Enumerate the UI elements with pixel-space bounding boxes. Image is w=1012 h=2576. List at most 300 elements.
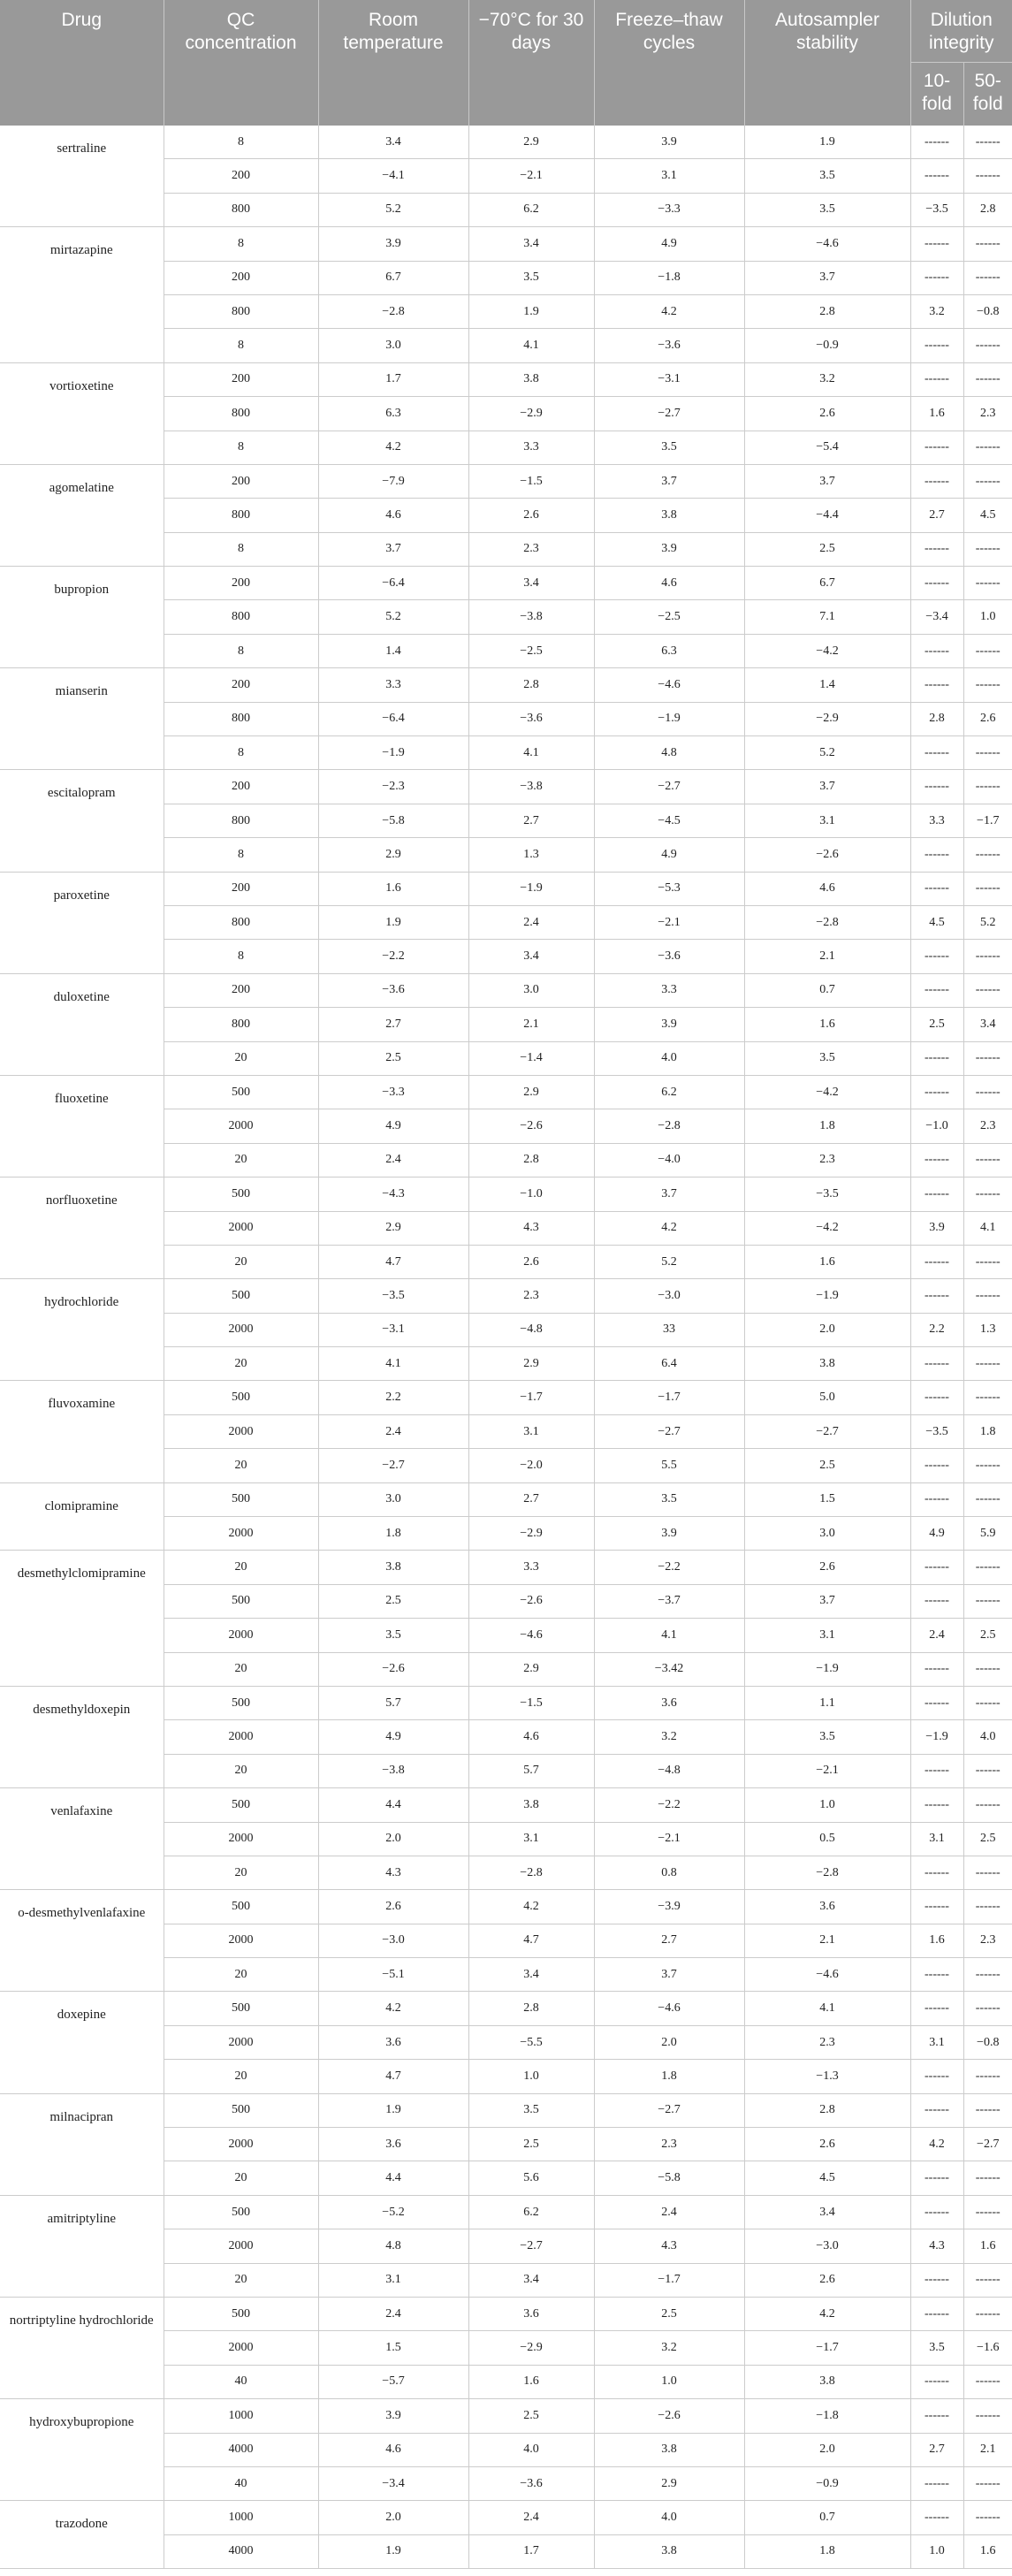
cell-autosampler: 5.2 xyxy=(744,736,910,770)
cell-autosampler: 6.7 xyxy=(744,567,910,600)
drug-name-cell: agomelatine xyxy=(0,464,164,566)
cell-dilution-50-fold: 2.3 xyxy=(963,397,1012,431)
cell-freeze-thaw: 3.5 xyxy=(594,431,744,464)
drug-name-cell: hydrochloride xyxy=(0,1279,164,1381)
cell-autosampler: −4.2 xyxy=(744,1211,910,1245)
cell-dilution-50-fold: 5.9 xyxy=(963,1517,1012,1551)
cell-autosampler: 2.3 xyxy=(744,1143,910,1177)
cell-dilution-10-fold: ------ xyxy=(910,1652,963,1686)
cell-dilution-10-fold: 1.6 xyxy=(910,397,963,431)
cell-freeze-thaw: −2.7 xyxy=(594,397,744,431)
cell-dilution-50-fold: ------ xyxy=(963,2263,1012,2297)
cell-room-temperature: −3.4 xyxy=(318,2466,468,2500)
cell-qc-concentration: 2000 xyxy=(164,2025,318,2059)
cell-dilution-10-fold: ------ xyxy=(910,973,963,1007)
cell-dilution-50-fold: ------ xyxy=(963,1143,1012,1177)
cell-qc-concentration: 200 xyxy=(164,770,318,804)
cell-autosampler: 1.8 xyxy=(744,1109,910,1143)
cell-freeze-thaw: 0.8 xyxy=(594,1856,744,1889)
cell-freeze-thaw: −2.7 xyxy=(594,2093,744,2127)
cell-autosampler: 2.3 xyxy=(744,2025,910,2059)
cell-autosampler: 4.2 xyxy=(744,2298,910,2331)
cell-dilution-10-fold: ------ xyxy=(910,431,963,464)
cell-room-temperature: 4.3 xyxy=(318,1856,468,1889)
cell-room-temperature: 4.6 xyxy=(318,499,468,532)
cell-minus70: 4.6 xyxy=(468,1720,594,1754)
cell-room-temperature: 1.9 xyxy=(318,2534,468,2568)
cell-room-temperature: −2.8 xyxy=(318,294,468,328)
cell-autosampler: 1.1 xyxy=(744,1686,910,1719)
cell-minus70: 2.9 xyxy=(468,1075,594,1109)
cell-dilution-10-fold: ------ xyxy=(910,736,963,770)
cell-autosampler: 4.5 xyxy=(744,2161,910,2195)
table-row xyxy=(0,1279,1012,1313)
cell-minus70: 6.2 xyxy=(468,193,594,226)
cell-autosampler: 7.1 xyxy=(744,600,910,634)
cell-qc-concentration: 20 xyxy=(164,2060,318,2093)
drug-name-cell: norfluoxetine xyxy=(0,1177,164,1279)
cell-room-temperature: 6.7 xyxy=(318,261,468,294)
cell-dilution-10-fold: ------ xyxy=(910,1788,963,1822)
cell-dilution-10-fold: 2.7 xyxy=(910,499,963,532)
header-autosampler: Autosampler stability xyxy=(744,0,910,126)
cell-autosampler: 1.9 xyxy=(744,126,910,159)
cell-room-temperature: 1.9 xyxy=(318,2093,468,2127)
cell-room-temperature: −3.6 xyxy=(318,973,468,1007)
cell-room-temperature: −2.7 xyxy=(318,1449,468,1482)
cell-dilution-10-fold: 2.8 xyxy=(910,702,963,735)
table-row xyxy=(0,2298,1012,2331)
drug-name-cell: clomipramine xyxy=(0,1482,164,1551)
cell-autosampler: −4.4 xyxy=(744,499,910,532)
cell-dilution-50-fold: −1.7 xyxy=(963,804,1012,837)
cell-freeze-thaw: 5.5 xyxy=(594,1449,744,1482)
cell-dilution-50-fold: ------ xyxy=(963,770,1012,804)
cell-minus70: 1.9 xyxy=(468,294,594,328)
table-row xyxy=(0,1177,1012,1211)
cell-freeze-thaw: −1.9 xyxy=(594,702,744,735)
cell-dilution-50-fold: ------ xyxy=(963,668,1012,702)
cell-dilution-10-fold: ------ xyxy=(910,362,963,396)
cell-autosampler: 3.1 xyxy=(744,1619,910,1652)
cell-minus70: 2.9 xyxy=(468,126,594,159)
cell-minus70: −3.6 xyxy=(468,2466,594,2500)
header-drug: Drug xyxy=(0,0,164,126)
cell-room-temperature: 6.3 xyxy=(318,397,468,431)
drug-name-cell: venlafaxine xyxy=(0,1788,164,1890)
cell-qc-concentration: 2000 xyxy=(164,1414,318,1448)
table-row xyxy=(0,2195,1012,2229)
cell-autosampler: −2.8 xyxy=(744,1856,910,1889)
cell-dilution-10-fold: ------ xyxy=(910,668,963,702)
cell-dilution-10-fold: ------ xyxy=(910,2195,963,2229)
cell-room-temperature: 2.7 xyxy=(318,1008,468,1041)
cell-qc-concentration: 2000 xyxy=(164,1619,318,1652)
cell-room-temperature: 1.8 xyxy=(318,1517,468,1551)
cell-autosampler: −2.6 xyxy=(744,838,910,872)
cell-dilution-50-fold: −1.6 xyxy=(963,2331,1012,2365)
cell-autosampler: 1.4 xyxy=(744,668,910,702)
cell-room-temperature: −3.1 xyxy=(318,1313,468,1346)
cell-dilution-50-fold: 4.5 xyxy=(963,499,1012,532)
cell-minus70: 2.3 xyxy=(468,532,594,566)
cell-minus70: 2.8 xyxy=(468,668,594,702)
cell-autosampler: 5.0 xyxy=(744,1381,910,1414)
cell-minus70: −2.9 xyxy=(468,2331,594,2365)
cell-dilution-10-fold: −1.9 xyxy=(910,1720,963,1754)
cell-freeze-thaw: −2.2 xyxy=(594,1788,744,1822)
cell-qc-concentration: 500 xyxy=(164,1890,318,1924)
cell-dilution-10-fold: ------ xyxy=(910,1075,963,1109)
cell-room-temperature: 2.9 xyxy=(318,838,468,872)
cell-room-temperature: 2.2 xyxy=(318,1381,468,1414)
cell-dilution-10-fold: ------ xyxy=(910,261,963,294)
cell-dilution-50-fold: 2.6 xyxy=(963,702,1012,735)
cell-dilution-50-fold: ------ xyxy=(963,261,1012,294)
cell-minus70: −2.1 xyxy=(468,159,594,193)
cell-qc-concentration: 8 xyxy=(164,431,318,464)
cell-minus70: 2.9 xyxy=(468,1347,594,1381)
drug-name-cell: nortriptyline hydrochloride xyxy=(0,2298,164,2399)
cell-autosampler: 3.8 xyxy=(744,1347,910,1381)
cell-autosampler: 2.6 xyxy=(744,397,910,431)
cell-qc-concentration: 20 xyxy=(164,1245,318,1278)
cell-dilution-10-fold: 4.9 xyxy=(910,1517,963,1551)
cell-qc-concentration: 200 xyxy=(164,362,318,396)
cell-freeze-thaw: 6.4 xyxy=(594,1347,744,1381)
cell-room-temperature: 1.4 xyxy=(318,634,468,667)
cell-autosampler: 1.0 xyxy=(744,1788,910,1822)
cell-dilution-10-fold: ------ xyxy=(910,1143,963,1177)
drug-name-cell: amitriptyline xyxy=(0,2195,164,2297)
cell-minus70: 3.4 xyxy=(468,1958,594,1992)
cell-freeze-thaw: −2.7 xyxy=(594,770,744,804)
cell-dilution-50-fold: ------ xyxy=(963,431,1012,464)
cell-room-temperature: 4.4 xyxy=(318,2161,468,2195)
cell-freeze-thaw: 3.8 xyxy=(594,499,744,532)
cell-dilution-50-fold: ------ xyxy=(963,634,1012,667)
cell-dilution-50-fold: ------ xyxy=(963,1449,1012,1482)
cell-qc-concentration: 800 xyxy=(164,193,318,226)
cell-dilution-10-fold: ------ xyxy=(910,2093,963,2127)
cell-freeze-thaw: 4.0 xyxy=(594,1041,744,1075)
cell-qc-concentration: 500 xyxy=(164,2195,318,2229)
cell-dilution-10-fold: 2.7 xyxy=(910,2433,963,2466)
cell-qc-concentration: 20 xyxy=(164,1041,318,1075)
cell-minus70: 3.5 xyxy=(468,2093,594,2127)
cell-freeze-thaw: 4.6 xyxy=(594,567,744,600)
cell-qc-concentration: 1000 xyxy=(164,2399,318,2433)
cell-room-temperature: 1.7 xyxy=(318,362,468,396)
cell-dilution-10-fold: ------ xyxy=(910,2298,963,2331)
drug-name-cell: o-desmethylvenlafaxine xyxy=(0,1890,164,1992)
cell-qc-concentration: 200 xyxy=(164,261,318,294)
cell-freeze-thaw: −2.5 xyxy=(594,600,744,634)
drug-name-cell: sertraline xyxy=(0,126,164,227)
cell-room-temperature: 3.9 xyxy=(318,2399,468,2433)
cell-dilution-10-fold: ------ xyxy=(910,1177,963,1211)
cell-autosampler: 0.7 xyxy=(744,973,910,1007)
cell-dilution-50-fold: ------ xyxy=(963,1652,1012,1686)
cell-qc-concentration: 500 xyxy=(164,1686,318,1719)
cell-dilution-10-fold: 4.5 xyxy=(910,905,963,939)
cell-autosampler: 2.8 xyxy=(744,294,910,328)
cell-minus70: −1.5 xyxy=(468,464,594,498)
cell-freeze-thaw: 5.2 xyxy=(594,1245,744,1278)
cell-freeze-thaw: −4.0 xyxy=(594,1143,744,1177)
cell-freeze-thaw: −4.6 xyxy=(594,668,744,702)
cell-freeze-thaw: −2.7 xyxy=(594,1414,744,1448)
header-10-fold: 10-fold xyxy=(910,63,963,126)
cell-freeze-thaw: 4.2 xyxy=(594,294,744,328)
cell-dilution-10-fold: ------ xyxy=(910,1245,963,1278)
cell-freeze-thaw: 3.3 xyxy=(594,973,744,1007)
cell-autosampler: 0.7 xyxy=(744,2501,910,2534)
cell-dilution-50-fold: 2.1 xyxy=(963,2433,1012,2466)
cell-minus70: 4.0 xyxy=(468,2433,594,2466)
cell-dilution-50-fold: ------ xyxy=(963,2161,1012,2195)
cell-qc-concentration: 20 xyxy=(164,2161,318,2195)
cell-dilution-10-fold: ------ xyxy=(910,1482,963,1516)
cell-dilution-50-fold: ------ xyxy=(963,1958,1012,1992)
cell-room-temperature: 2.9 xyxy=(318,1211,468,1245)
cell-freeze-thaw: 6.2 xyxy=(594,1075,744,1109)
cell-qc-concentration: 20 xyxy=(164,1958,318,1992)
cell-freeze-thaw: 4.3 xyxy=(594,2229,744,2263)
cell-qc-concentration: 40 xyxy=(164,2466,318,2500)
cell-dilution-50-fold: ------ xyxy=(963,1177,1012,1211)
cell-minus70: 5.6 xyxy=(468,2161,594,2195)
cell-qc-concentration: 500 xyxy=(164,1279,318,1313)
cell-freeze-thaw: 4.1 xyxy=(594,1619,744,1652)
cell-dilution-50-fold: ------ xyxy=(963,532,1012,566)
cell-dilution-50-fold: 2.3 xyxy=(963,1109,1012,1143)
cell-minus70: 2.7 xyxy=(468,1482,594,1516)
cell-autosampler: −2.7 xyxy=(744,1414,910,1448)
cell-minus70: −1.5 xyxy=(468,1686,594,1719)
cell-room-temperature: 1.6 xyxy=(318,872,468,905)
cell-minus70: 1.6 xyxy=(468,2365,594,2398)
cell-freeze-thaw: −1.8 xyxy=(594,261,744,294)
cell-autosampler: 2.0 xyxy=(744,1313,910,1346)
table-row xyxy=(0,1381,1012,1414)
cell-room-temperature: 2.6 xyxy=(318,1890,468,1924)
cell-qc-concentration: 500 xyxy=(164,1177,318,1211)
cell-room-temperature: 3.6 xyxy=(318,2128,468,2161)
cell-dilution-50-fold: ------ xyxy=(963,973,1012,1007)
cell-minus70: −4.6 xyxy=(468,1619,594,1652)
cell-dilution-50-fold: 1.8 xyxy=(963,1414,1012,1448)
cell-minus70: −3.8 xyxy=(468,600,594,634)
cell-room-temperature: 2.4 xyxy=(318,2298,468,2331)
cell-freeze-thaw: −3.0 xyxy=(594,1279,744,1313)
cell-freeze-thaw: 4.9 xyxy=(594,227,744,261)
cell-room-temperature: 2.0 xyxy=(318,2501,468,2534)
cell-autosampler: −1.7 xyxy=(744,2331,910,2365)
cell-minus70: 3.5 xyxy=(468,261,594,294)
cell-room-temperature: 4.9 xyxy=(318,1720,468,1754)
cell-room-temperature: −6.4 xyxy=(318,567,468,600)
cell-dilution-10-fold: 3.3 xyxy=(910,804,963,837)
cell-freeze-thaw: −1.7 xyxy=(594,2263,744,2297)
cell-room-temperature: 4.1 xyxy=(318,1347,468,1381)
cell-room-temperature: 5.2 xyxy=(318,193,468,226)
cell-freeze-thaw: 2.3 xyxy=(594,2128,744,2161)
cell-autosampler: −2.9 xyxy=(744,702,910,735)
table-row xyxy=(0,872,1012,905)
cell-dilution-50-fold: ------ xyxy=(963,1584,1012,1618)
cell-room-temperature: 2.5 xyxy=(318,1584,468,1618)
cell-minus70: 2.5 xyxy=(468,2399,594,2433)
table-row xyxy=(0,362,1012,396)
cell-dilution-50-fold: 1.6 xyxy=(963,2534,1012,2568)
cell-minus70: 3.3 xyxy=(468,1551,594,1584)
cell-room-temperature: −4.1 xyxy=(318,159,468,193)
cell-dilution-50-fold: ------ xyxy=(963,362,1012,396)
cell-dilution-50-fold: −0.8 xyxy=(963,2025,1012,2059)
cell-dilution-50-fold: 1.0 xyxy=(963,600,1012,634)
cell-dilution-10-fold: ------ xyxy=(910,2365,963,2398)
cell-freeze-thaw: 6.3 xyxy=(594,634,744,667)
cell-minus70: −2.0 xyxy=(468,1449,594,1482)
cell-dilution-10-fold: −3.5 xyxy=(910,193,963,226)
cell-room-temperature: 1.9 xyxy=(318,905,468,939)
cell-freeze-thaw: 2.5 xyxy=(594,2298,744,2331)
table-row xyxy=(0,770,1012,804)
cell-minus70: −3.8 xyxy=(468,770,594,804)
cell-dilution-50-fold: 1.3 xyxy=(963,1313,1012,1346)
cell-autosampler: −1.8 xyxy=(744,2399,910,2433)
cell-room-temperature: 1.5 xyxy=(318,2331,468,2365)
cell-room-temperature: −3.0 xyxy=(318,1924,468,1957)
cell-minus70: 6.2 xyxy=(468,2195,594,2229)
cell-minus70: 2.1 xyxy=(468,1008,594,1041)
cell-dilution-10-fold: ------ xyxy=(910,872,963,905)
cell-room-temperature: −5.8 xyxy=(318,804,468,837)
cell-autosampler: 2.5 xyxy=(744,1449,910,1482)
cell-room-temperature: −4.3 xyxy=(318,1177,468,1211)
cell-autosampler: 4.6 xyxy=(744,872,910,905)
cell-autosampler: 2.5 xyxy=(744,532,910,566)
cell-dilution-10-fold: ------ xyxy=(910,1279,963,1313)
cell-dilution-50-fold: ------ xyxy=(963,872,1012,905)
cell-room-temperature: 3.8 xyxy=(318,1551,468,1584)
table-row xyxy=(0,668,1012,702)
cell-freeze-thaw: −2.8 xyxy=(594,1109,744,1143)
cell-dilution-10-fold: ------ xyxy=(910,464,963,498)
cell-qc-concentration: 800 xyxy=(164,905,318,939)
cell-minus70: 4.1 xyxy=(468,329,594,362)
cell-freeze-thaw: 3.7 xyxy=(594,1177,744,1211)
cell-autosampler: 1.6 xyxy=(744,1245,910,1278)
cell-minus70: 3.4 xyxy=(468,940,594,973)
cell-freeze-thaw: 3.5 xyxy=(594,1482,744,1516)
cell-dilution-50-fold: ------ xyxy=(963,1992,1012,2025)
cell-qc-concentration: 2000 xyxy=(164,1822,318,1856)
cell-dilution-50-fold: 2.5 xyxy=(963,1619,1012,1652)
header-dilution-integrity: Dilution integrity xyxy=(910,0,1012,63)
cell-dilution-10-fold: ------ xyxy=(910,567,963,600)
cell-dilution-10-fold: ------ xyxy=(910,159,963,193)
cell-dilution-50-fold: ------ xyxy=(963,1347,1012,1381)
cell-qc-concentration: 200 xyxy=(164,159,318,193)
cell-freeze-thaw: −1.7 xyxy=(594,1381,744,1414)
cell-dilution-50-fold: ------ xyxy=(963,1075,1012,1109)
cell-qc-concentration: 8 xyxy=(164,126,318,159)
cell-autosampler: 3.7 xyxy=(744,464,910,498)
cell-minus70: −1.4 xyxy=(468,1041,594,1075)
cell-dilution-50-fold: −2.7 xyxy=(963,2128,1012,2161)
cell-freeze-thaw: 2.7 xyxy=(594,1924,744,1957)
cell-room-temperature: −7.9 xyxy=(318,464,468,498)
drug-name-cell: desmethyldoxepin xyxy=(0,1686,164,1787)
cell-minus70: 3.8 xyxy=(468,362,594,396)
cell-dilution-50-fold: ------ xyxy=(963,1686,1012,1719)
cell-minus70: 2.4 xyxy=(468,2501,594,2534)
cell-qc-concentration: 20 xyxy=(164,1856,318,1889)
cell-dilution-50-fold: ------ xyxy=(963,1754,1012,1787)
header-50-fold: 50-fold xyxy=(963,63,1012,126)
cell-qc-concentration: 200 xyxy=(164,567,318,600)
cell-room-temperature: 3.6 xyxy=(318,2025,468,2059)
cell-freeze-thaw: −3.9 xyxy=(594,1890,744,1924)
cell-minus70: 3.3 xyxy=(468,431,594,464)
drug-name-cell: mirtazapine xyxy=(0,227,164,363)
cell-autosampler: 2.1 xyxy=(744,940,910,973)
table-row xyxy=(0,2501,1012,2534)
cell-minus70: 2.4 xyxy=(468,905,594,939)
cell-qc-concentration: 200 xyxy=(164,872,318,905)
cell-autosampler: −1.9 xyxy=(744,1652,910,1686)
table-header xyxy=(0,0,1012,126)
cell-minus70: 4.7 xyxy=(468,1924,594,1957)
cell-autosampler: 3.2 xyxy=(744,362,910,396)
cell-dilution-50-fold: ------ xyxy=(963,159,1012,193)
cell-room-temperature: 5.2 xyxy=(318,600,468,634)
drug-name-cell: duloxetine xyxy=(0,973,164,1075)
cell-freeze-thaw: −3.3 xyxy=(594,193,744,226)
cell-freeze-thaw: 3.1 xyxy=(594,159,744,193)
cell-dilution-50-fold: ------ xyxy=(963,567,1012,600)
cell-room-temperature: −1.9 xyxy=(318,736,468,770)
cell-autosampler: −3.0 xyxy=(744,2229,910,2263)
cell-room-temperature: 2.4 xyxy=(318,1143,468,1177)
cell-dilution-10-fold: −3.5 xyxy=(910,1414,963,1448)
cell-dilution-50-fold: ------ xyxy=(963,2466,1012,2500)
cell-room-temperature: 4.7 xyxy=(318,1245,468,1278)
cell-qc-concentration: 2000 xyxy=(164,1924,318,1957)
cell-dilution-10-fold: ------ xyxy=(910,1551,963,1584)
cell-minus70: −5.5 xyxy=(468,2025,594,2059)
cell-dilution-50-fold: 1.6 xyxy=(963,2229,1012,2263)
cell-room-temperature: −3.3 xyxy=(318,1075,468,1109)
cell-freeze-thaw: 2.9 xyxy=(594,2466,744,2500)
drug-name-cell: paroxetine xyxy=(0,872,164,973)
cell-autosampler: 1.8 xyxy=(744,2534,910,2568)
cell-minus70: 2.9 xyxy=(468,1652,594,1686)
cell-minus70: 5.7 xyxy=(468,1754,594,1787)
cell-qc-concentration: 500 xyxy=(164,1788,318,1822)
cell-minus70: 3.4 xyxy=(468,227,594,261)
cell-autosampler: 2.6 xyxy=(744,2128,910,2161)
cell-dilution-50-fold: 4.1 xyxy=(963,1211,1012,1245)
cell-dilution-50-fold: ------ xyxy=(963,2501,1012,2534)
cell-freeze-thaw: 3.2 xyxy=(594,1720,744,1754)
cell-minus70: 3.8 xyxy=(468,1788,594,1822)
cell-freeze-thaw: 3.6 xyxy=(594,1686,744,1719)
cell-freeze-thaw: 3.8 xyxy=(594,2433,744,2466)
cell-dilution-50-fold: ------ xyxy=(963,2060,1012,2093)
